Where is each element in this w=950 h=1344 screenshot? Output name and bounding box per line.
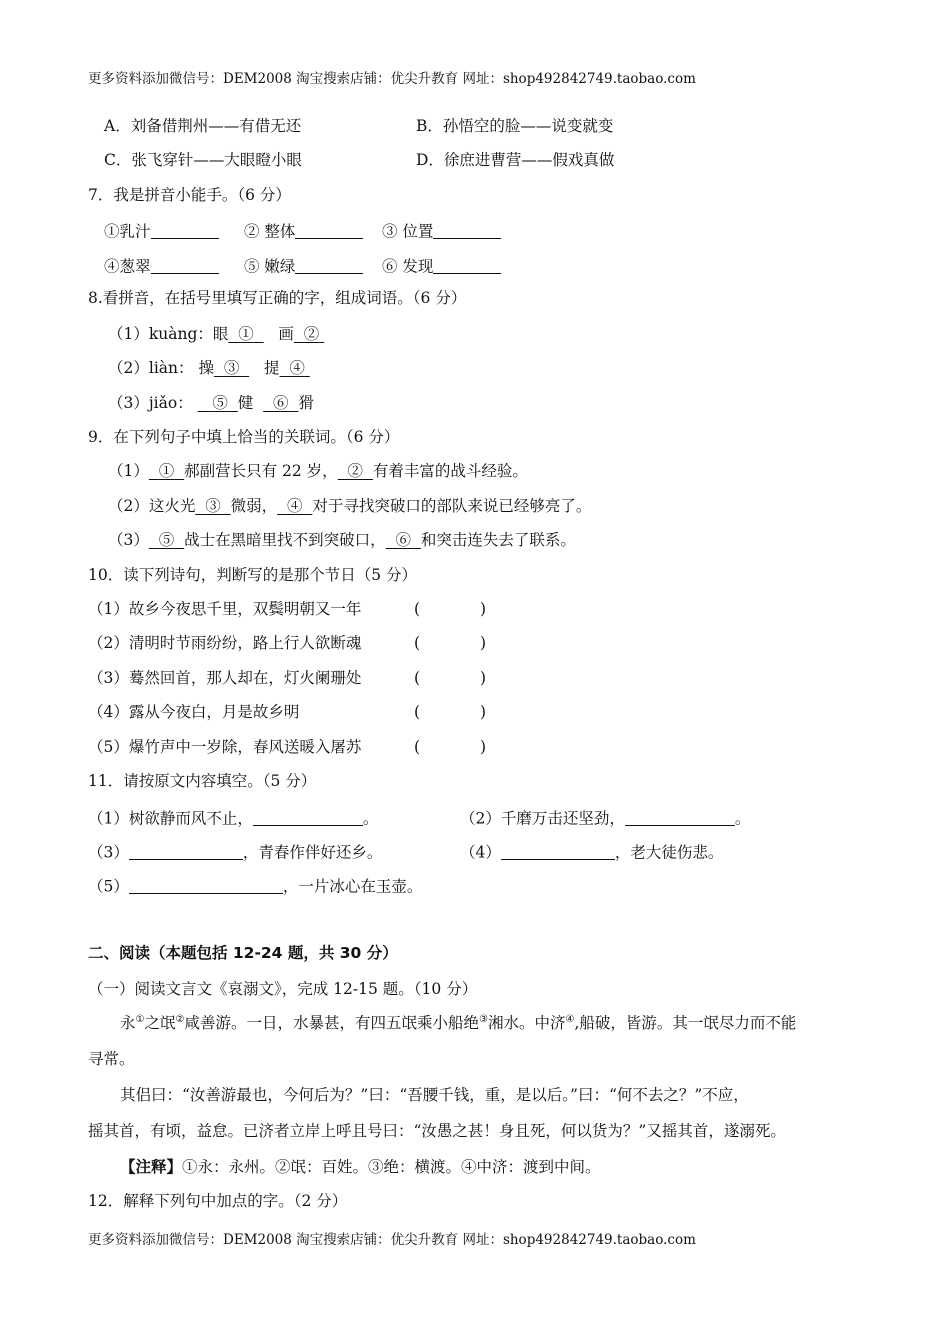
q7-item-5 <box>244 257 363 275</box>
q11-text: ，青春作伴好还乡。 <box>242 843 383 862</box>
answer-paren-close: ) <box>480 738 487 756</box>
answer-blank[interactable] <box>195 497 230 515</box>
answer-blank[interactable] <box>228 325 263 343</box>
q11-text: （3） <box>88 843 129 862</box>
q7-item-label: ② 整体 <box>244 222 296 241</box>
q11-text: （5） <box>88 877 129 896</box>
blank-number: ② <box>347 462 364 480</box>
q11-text: （4） <box>460 843 501 862</box>
answer-paren-open: ( <box>414 600 421 618</box>
q9-text: （1） <box>108 462 149 480</box>
q10-item-1: （1）故乡今夜思千里，双鬓明朝又一年 <box>88 600 362 618</box>
answer-paren-close: ) <box>480 669 487 687</box>
answer-blank[interactable] <box>295 222 363 239</box>
passage-notes <box>120 1160 601 1176</box>
answer-blank[interactable] <box>151 257 219 274</box>
passage-paragraph-1-cont: 寻常。 <box>88 1050 135 1068</box>
blank-number: ③ <box>205 497 221 515</box>
blank-number: ⑥ <box>395 531 411 549</box>
passage-text: 之氓 <box>144 1014 176 1032</box>
q11-item-3 <box>88 843 382 861</box>
q7-item-label: ⑥ 发现 <box>382 257 434 276</box>
answer-blank[interactable] <box>149 531 184 549</box>
q9-text: 和突击连失去了联系。 <box>420 531 576 549</box>
q7-item-3 <box>382 222 501 240</box>
answer-blank[interactable] <box>279 359 309 377</box>
q11-text: ，老大徒伤悲。 <box>614 843 724 862</box>
q11-item-5 <box>88 877 422 895</box>
answer-blank[interactable] <box>198 394 238 412</box>
passage-paragraph-2: 其侣曰：“汝善游最也，今何后为？”曰：“吾腰千钱，重，是以后。”曰：“何不去之？”不应， <box>120 1086 749 1104</box>
answer-blank[interactable] <box>625 809 735 826</box>
passage-text: 永 <box>120 1014 136 1032</box>
blank-number: ⑤ <box>212 394 228 412</box>
q8-row-3 <box>108 396 314 412</box>
q11-item-4 <box>460 843 723 861</box>
q6-option-d: D．徐庶进曹营——假戏真做 <box>416 151 615 169</box>
notes-label: 【注释】 <box>120 1158 183 1176</box>
q9-text: 微弱， <box>230 497 278 515</box>
answer-blank[interactable] <box>149 462 184 480</box>
q8-word: 猾 <box>298 394 314 412</box>
answer-blank[interactable] <box>294 325 324 343</box>
q10-item-4: （4）露从今夜白，月是故乡明 <box>88 703 300 721</box>
q11-text: ，一片冰心在玉壶。 <box>282 877 423 896</box>
q7-title: 7．我是拼音小能手。（6 分） <box>88 186 291 204</box>
answer-blank[interactable] <box>386 531 421 549</box>
section-2-title: 二、阅读（本题包括 12-24 题，共 30 分） <box>88 944 398 962</box>
passage-text: 湘水。中济 <box>487 1014 566 1032</box>
q9-text: （3） <box>108 531 149 549</box>
q10-item-5: （5）爆竹声中一岁除，春风送暖入屠苏 <box>88 738 362 756</box>
page-footer: 更多资料添加微信号：DEM2008 淘宝搜索店铺：优尖升教育 网址：shop492842749.taobao.com <box>88 1232 696 1248</box>
q9-text: 战士在黑暗里找不到突破口， <box>184 531 386 549</box>
footnote-ref: ③ <box>478 1014 488 1025</box>
blank-number: ④ <box>289 359 305 377</box>
q8-row-2 <box>108 361 310 377</box>
q7-item-label: ④葱翠 <box>104 257 151 276</box>
blank-number: ⑥ <box>273 394 289 412</box>
answer-paren-open: ( <box>414 634 421 652</box>
answer-blank[interactable] <box>338 462 373 480</box>
q9-text: （2）这火光 <box>108 497 196 515</box>
answer-paren-open: ( <box>414 738 421 756</box>
blank-number: ④ <box>286 497 303 515</box>
answer-paren-open: ( <box>414 703 421 721</box>
q11-text: （1）树欲静而风不止， <box>88 809 253 828</box>
q7-item-label: ③ 位置 <box>382 222 434 241</box>
passage-paragraph-2-cont: 摇其首，有顷，益怠。已济者立岸上呼且号曰：“汝愚之甚！身且死，何以货为？”又摇其首，遂溺死。 <box>88 1122 786 1140</box>
answer-paren-open: ( <box>414 669 421 687</box>
answer-paren-close: ) <box>480 634 487 652</box>
q9-sentence-1 <box>108 464 528 480</box>
q6-option-b: B．孙悟空的脸——说变就变 <box>416 117 614 135</box>
passage-text: 咸善游。一日，水暴甚，有四五氓乘小船绝 <box>184 1014 479 1032</box>
q9-text: 对于寻找突破口的部队来说已经够亮了。 <box>312 497 592 515</box>
q7-item-6 <box>382 257 501 275</box>
q8-label: （2）liàn： <box>108 359 194 377</box>
q9-sentence-3 <box>108 533 576 549</box>
q6-option-a: A．刘备借荆州——有借无还 <box>104 117 302 135</box>
q7-item-4 <box>104 257 219 275</box>
page-header: 更多资料添加微信号：DEM2008 淘宝搜索店铺：优尖升教育 网址：shop492842749.taobao.com <box>88 71 696 87</box>
blank-number: ⑤ <box>158 531 175 549</box>
answer-blank[interactable] <box>151 222 219 239</box>
blank-number: ① <box>238 325 254 343</box>
q9-text: 郝副营长只有 22 岁， <box>184 462 338 480</box>
answer-blank[interactable] <box>214 359 249 377</box>
q12-title: 12．解释下列句中加点的字。（2 分） <box>88 1192 348 1210</box>
footnote-ref: ④ <box>565 1014 575 1025</box>
q10-item-2: （2）清明时节雨纷纷，路上行人欲断魂 <box>88 634 362 652</box>
footnote-ref: ① <box>135 1014 145 1025</box>
q6-option-c: C．张飞穿针——大眼瞪小眼 <box>104 151 302 169</box>
q7-item-label: ①乳汁 <box>104 222 151 241</box>
q8-row-1 <box>108 327 324 343</box>
q8-word: 提 <box>263 359 280 377</box>
answer-blank[interactable] <box>433 257 501 274</box>
answer-blank[interactable] <box>253 809 363 826</box>
q11-text: 。 <box>734 809 751 828</box>
q11-title: 11．请按原文内容填空。（5 分） <box>88 772 317 790</box>
answer-blank[interactable] <box>295 257 363 274</box>
answer-blank[interactable] <box>129 843 243 860</box>
blank-number: ① <box>158 462 175 480</box>
blank-number: ② <box>303 325 320 343</box>
answer-blank[interactable] <box>277 497 312 515</box>
reading-1-intro: （一）阅读文言文《哀溺文》，完成 12-15 题。（10 分） <box>88 980 478 998</box>
answer-blank[interactable] <box>501 843 615 860</box>
q7-item-2 <box>244 222 363 240</box>
q9-sentence-2 <box>108 499 591 515</box>
q11-item-1 <box>88 809 378 827</box>
q7-item-label: ⑤ 嫩绿 <box>244 257 296 276</box>
q9-title: 9．在下列句子中填上恰当的关联词。（6 分） <box>88 428 400 446</box>
answer-blank[interactable] <box>433 222 501 239</box>
notes-text: ①永：永州。②氓：百姓。③绝：横渡。④中济：渡到中间。 <box>182 1158 601 1176</box>
footnote-ref: ② <box>175 1014 185 1025</box>
passage-paragraph-1 <box>120 1016 796 1032</box>
answer-paren-close: ) <box>480 600 487 618</box>
q9-text: 有着丰富的战斗经验。 <box>372 462 528 480</box>
q11-text: 。 <box>362 809 379 828</box>
passage-text: ,船破，皆游。其一氓尽力而不能 <box>574 1014 797 1032</box>
q10-title: 10．读下列诗句，判断写的是那个节日（5 分） <box>88 566 418 584</box>
blank-number: ③ <box>223 359 240 377</box>
q8-label: （3）jiǎo： <box>108 394 193 412</box>
q8-word: 健 <box>237 394 254 412</box>
q11-text: （2）千磨万击还坚劲， <box>460 809 625 828</box>
q8-label: （1）kuàng：眼 <box>108 325 229 343</box>
q8-word: 操 <box>198 359 214 377</box>
q10-item-3: （3）蓦然回首，那人却在，灯火阑珊处 <box>88 669 362 687</box>
answer-paren-close: ) <box>480 703 487 721</box>
answer-blank[interactable] <box>263 394 298 412</box>
q11-item-2 <box>460 809 750 827</box>
answer-blank[interactable] <box>129 877 283 894</box>
q8-title: 8.看拼音，在括号里填写正确的字，组成词语。（6 分） <box>88 289 467 307</box>
q8-word: 画 <box>278 325 294 343</box>
q7-item-1 <box>104 222 219 240</box>
